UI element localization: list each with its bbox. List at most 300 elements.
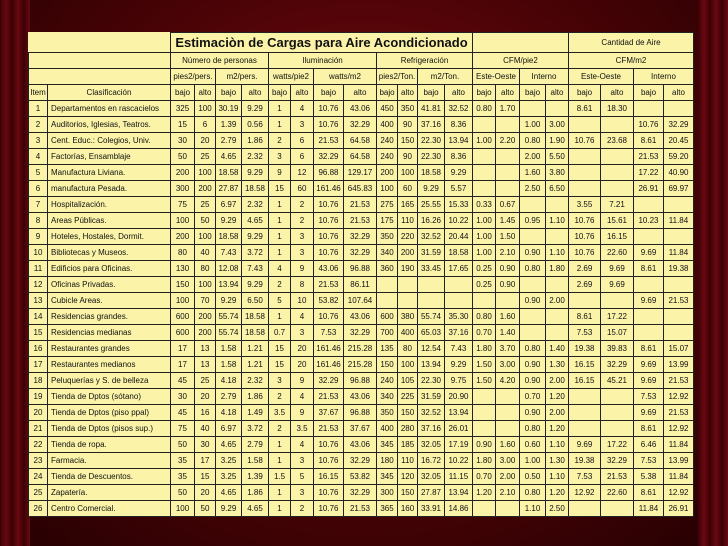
table-cell: 100: [195, 277, 216, 293]
row-clasificacion: Cubicle Areas.: [48, 293, 171, 309]
table-cell: 700: [377, 325, 398, 341]
table-cell: [664, 229, 694, 245]
table-cell: 240: [377, 149, 398, 165]
table-row: [29, 421, 694, 437]
table-cell: [445, 293, 473, 309]
row-clasificacion: Tienda de Descuentos.: [48, 469, 171, 485]
table-cell: 90: [398, 149, 418, 165]
table-cell: 4: [291, 389, 314, 405]
table-cell: 7.43: [445, 341, 473, 357]
table-cell: 1.80: [473, 453, 496, 469]
table-cell: [546, 277, 569, 293]
table-cell: 4.18: [216, 373, 242, 389]
table-cell: 100: [398, 165, 418, 181]
table-cell: 2.32: [242, 149, 269, 165]
table-cell: 32.29: [344, 229, 377, 245]
sub-pies2-ton: pies2/Ton.: [377, 69, 418, 85]
table-cell: 43.06: [344, 309, 377, 325]
table-cell: 80: [171, 245, 195, 261]
table-cell: 7.43: [242, 261, 269, 277]
table-cell: 0.25: [473, 277, 496, 293]
table-cell: 1.00: [520, 453, 546, 469]
table-cell: 9.69: [634, 405, 664, 421]
table-cell: 13.94: [445, 133, 473, 149]
row-item: 6: [29, 181, 48, 197]
table-cell: 53.82: [314, 293, 344, 309]
table-cell: 3: [269, 373, 291, 389]
table-cell: [473, 165, 496, 181]
table-cell: 31.59: [418, 245, 445, 261]
cooling-load-table: [28, 32, 694, 517]
row-item: 1: [29, 101, 48, 117]
table-cell: 100: [171, 501, 195, 517]
group-header-row: [29, 53, 694, 69]
sub-este-oeste-1: Este-Oeste: [473, 69, 520, 85]
table-cell: 32.29: [344, 453, 377, 469]
table-cell: 11.84: [664, 469, 694, 485]
table-row: [29, 437, 694, 453]
table-cell: 18.58: [216, 229, 242, 245]
page-title: Estimaciòn de Cargas para Aire Acondicionado: [171, 33, 473, 53]
table-cell: 13.99: [664, 453, 694, 469]
table-cell: 190: [398, 261, 418, 277]
table-cell: 4.65: [216, 149, 242, 165]
table-cell: 10.76: [314, 501, 344, 517]
row-item: 14: [29, 309, 48, 325]
col-alto: alto: [242, 85, 269, 101]
table-cell: 55.74: [216, 325, 242, 341]
row-item: 10: [29, 245, 48, 261]
table-cell: 0.90: [496, 261, 520, 277]
table-cell: 20: [291, 357, 314, 373]
table-cell: 26.91: [634, 181, 664, 197]
table-cell: [569, 149, 601, 165]
table-cell: 2.79: [216, 133, 242, 149]
sub-este-oeste-2: Este-Oeste: [569, 69, 634, 85]
table-cell: 1.10: [520, 501, 546, 517]
table-cell: 5: [269, 293, 291, 309]
table-cell: 11.84: [664, 245, 694, 261]
table-cell: 96.88: [344, 405, 377, 421]
table-cell: 75: [171, 421, 195, 437]
table-cell: 1.5: [269, 469, 291, 485]
table-cell: 3: [291, 325, 314, 341]
col-bajo: bajo: [569, 85, 601, 101]
table-cell: 6: [291, 133, 314, 149]
table-cell: 1.10: [546, 245, 569, 261]
table-cell: 18.58: [242, 309, 269, 325]
table-cell: 19.38: [664, 261, 694, 277]
table-cell: 21.53: [664, 373, 694, 389]
table-cell: 4: [291, 101, 314, 117]
table-cell: 27.87: [418, 485, 445, 501]
table-cell: 215.28: [344, 357, 377, 373]
table-cell: 18.58: [445, 245, 473, 261]
table-cell: 1.10: [546, 437, 569, 453]
row-item: 20: [29, 405, 48, 421]
row-clasificacion: Cent. Educ.: Colegios, Univ.: [48, 133, 171, 149]
table-cell: [496, 405, 520, 421]
table-cell: 120: [398, 469, 418, 485]
table-cell: [569, 389, 601, 405]
table-cell: 10.76: [314, 309, 344, 325]
row-clasificacion: Hospitalización.: [48, 197, 171, 213]
table-cell: 450: [377, 101, 398, 117]
table-cell: 0.33: [473, 197, 496, 213]
table-cell: 10.76: [569, 133, 601, 149]
row-clasificacion: Tienda de Dptos (pisos sup.): [48, 421, 171, 437]
table-cell: 8: [291, 277, 314, 293]
table-cell: 0.80: [473, 101, 496, 117]
table-cell: 3.00: [496, 357, 520, 373]
table-cell: 32.29: [344, 485, 377, 501]
row-clasificacion: Restaurantes medianos: [48, 357, 171, 373]
table-cell: [664, 309, 694, 325]
table-cell: 64.58: [344, 149, 377, 165]
table-cell: 17.65: [445, 261, 473, 277]
table-cell: [496, 181, 520, 197]
table-cell: 2.69: [569, 261, 601, 277]
col-alto: alto: [291, 85, 314, 101]
table-cell: 0.70: [520, 389, 546, 405]
table-cell: [601, 165, 634, 181]
sub-m2-pers: m2/pers.: [216, 69, 269, 85]
table-cell: 3.5: [269, 405, 291, 421]
table-cell: [634, 309, 664, 325]
table-row: [29, 261, 694, 277]
table-row: [29, 293, 694, 309]
table-cell: 3.25: [216, 453, 242, 469]
table-cell: 9.29: [242, 101, 269, 117]
table-cell: [496, 117, 520, 133]
table-cell: 1.40: [496, 325, 520, 341]
table-row: [29, 197, 694, 213]
table-cell: 16.26: [418, 213, 445, 229]
table-cell: [473, 421, 496, 437]
row-clasificacion: manufactura Pesada.: [48, 181, 171, 197]
table-cell: 8.61: [634, 341, 664, 357]
table-cell: 40: [195, 245, 216, 261]
table-cell: 215.28: [344, 341, 377, 357]
row-clasificacion: Tienda de Dptos (piso ppal): [48, 405, 171, 421]
table-cell: [569, 165, 601, 181]
table-cell: 600: [377, 309, 398, 325]
table-cell: 35.30: [445, 309, 473, 325]
table-cell: 30: [195, 437, 216, 453]
table-cell: 7.53: [569, 469, 601, 485]
table-cell: 1.58: [216, 341, 242, 357]
table-cell: [473, 293, 496, 309]
col-alto: alto: [445, 85, 473, 101]
table-cell: 0.80: [473, 309, 496, 325]
table-cell: 365: [377, 501, 398, 517]
table-cell: 12.92: [664, 485, 694, 501]
table-row: [29, 149, 694, 165]
table-cell: 4.18: [216, 405, 242, 421]
table-cell: 43.06: [314, 261, 344, 277]
row-clasificacion: Areas Públicas.: [48, 213, 171, 229]
table-cell: 9.75: [445, 373, 473, 389]
table-cell: 50: [171, 149, 195, 165]
table-cell: 200: [195, 181, 216, 197]
table-cell: 32.29: [344, 117, 377, 133]
table-cell: 150: [171, 277, 195, 293]
table-cell: 60: [398, 181, 418, 197]
table-cell: 20: [195, 389, 216, 405]
table-cell: 37.16: [418, 421, 445, 437]
table-cell: 16.15: [314, 469, 344, 485]
table-cell: 11.84: [664, 213, 694, 229]
table-cell: [473, 117, 496, 133]
table-cell: 1: [269, 309, 291, 325]
table-cell: 32.29: [314, 149, 344, 165]
table-cell: [496, 293, 520, 309]
table-cell: 1.60: [496, 309, 520, 325]
table-cell: 37.16: [445, 325, 473, 341]
table-cell: 5.38: [634, 469, 664, 485]
table-cell: 10.76: [314, 453, 344, 469]
table-row: [29, 501, 694, 517]
row-item: 15: [29, 325, 48, 341]
table-cell: 7.21: [601, 197, 634, 213]
table-cell: 9.69: [569, 437, 601, 453]
table-cell: 15: [171, 117, 195, 133]
table-cell: 13.99: [664, 357, 694, 373]
table-cell: 180: [377, 453, 398, 469]
table-cell: 9.69: [634, 245, 664, 261]
table-cell: 100: [195, 101, 216, 117]
table-cell: 100: [171, 293, 195, 309]
table-cell: [634, 197, 664, 213]
table-cell: 10.76: [314, 245, 344, 261]
col-alto: alto: [546, 85, 569, 101]
table-cell: 27.87: [216, 181, 242, 197]
table-cell: 185: [398, 437, 418, 453]
table-cell: 9.29: [242, 165, 269, 181]
table-cell: 9.29: [216, 293, 242, 309]
table-cell: 37.67: [314, 405, 344, 421]
table-cell: 1.45: [496, 213, 520, 229]
table-cell: [496, 421, 520, 437]
table-cell: 17.22: [601, 309, 634, 325]
table-cell: 300: [171, 181, 195, 197]
table-cell: 1: [269, 485, 291, 501]
table-cell: 21.53: [314, 421, 344, 437]
table-cell: 18.58: [242, 181, 269, 197]
table-cell: 3: [291, 229, 314, 245]
table-cell: 2.00: [520, 149, 546, 165]
table-cell: 33.91: [418, 501, 445, 517]
table-cell: 20.45: [664, 133, 694, 149]
table-cell: 240: [377, 373, 398, 389]
table-cell: 18.58: [418, 165, 445, 181]
table-cell: 400: [377, 117, 398, 133]
table-cell: 37.67: [344, 421, 377, 437]
table-cell: 32.52: [418, 229, 445, 245]
sub-pies2-pers: pies2/pers.: [171, 69, 216, 85]
table-cell: 165: [398, 197, 418, 213]
table-cell: 7.53: [634, 453, 664, 469]
table-cell: 130: [171, 261, 195, 277]
table-cell: 12.92: [569, 485, 601, 501]
col-bajo: bajo: [314, 85, 344, 101]
table-cell: 70: [195, 293, 216, 309]
table-cell: 220: [398, 229, 418, 245]
table-cell: 86.11: [344, 277, 377, 293]
table-cell: 1.00: [473, 213, 496, 229]
col-alto: alto: [398, 85, 418, 101]
table-cell: 15: [269, 341, 291, 357]
table-cell: 1.10: [546, 213, 569, 229]
table-cell: 21.53: [601, 469, 634, 485]
col-bajo: bajo: [171, 85, 195, 101]
table-cell: 10.23: [634, 213, 664, 229]
table-cell: 1.00: [473, 245, 496, 261]
table-cell: [601, 293, 634, 309]
table-cell: [664, 325, 694, 341]
row-clasificacion: Auditorios, Iglesias, Teatros.: [48, 117, 171, 133]
table-cell: [496, 389, 520, 405]
table-cell: 1.58: [242, 453, 269, 469]
table-cell: 0.95: [520, 213, 546, 229]
group-refrigeracion: Refrigeración: [377, 53, 473, 69]
table-cell: [546, 325, 569, 341]
table-cell: [496, 501, 520, 517]
table-cell: 600: [171, 325, 195, 341]
table-cell: 3.80: [546, 165, 569, 181]
table-cell: 2: [291, 213, 314, 229]
table-cell: 2: [269, 133, 291, 149]
col-clasificacion: Clasificación: [48, 85, 171, 101]
col-alto: alto: [664, 85, 694, 101]
table-row: [29, 117, 694, 133]
table-cell: 200: [195, 325, 216, 341]
table-row: [29, 229, 694, 245]
table-cell: 350: [377, 405, 398, 421]
row-clasificacion: Edificios para Oficinas.: [48, 261, 171, 277]
table-cell: 1.86: [242, 485, 269, 501]
table-cell: 9.69: [601, 277, 634, 293]
table-cell: 350: [398, 101, 418, 117]
table-cell: [445, 277, 473, 293]
table-cell: 1.49: [242, 405, 269, 421]
table-cell: 200: [195, 309, 216, 325]
table-cell: 2: [291, 501, 314, 517]
table-cell: 55.74: [216, 309, 242, 325]
row-item: 19: [29, 389, 48, 405]
table-cell: 15: [269, 357, 291, 373]
table-cell: 2.32: [242, 373, 269, 389]
table-cell: 1.10: [546, 469, 569, 485]
table-cell: [546, 229, 569, 245]
table-cell: 0.90: [473, 437, 496, 453]
group-cfm-pie2: CFM/pie2: [473, 53, 569, 69]
table-cell: 3.70: [496, 341, 520, 357]
table-cell: 6: [291, 149, 314, 165]
row-clasificacion: Residencias grandes.: [48, 309, 171, 325]
table-cell: 1.86: [242, 133, 269, 149]
col-bajo: bajo: [269, 85, 291, 101]
table-cell: 2.79: [242, 437, 269, 453]
table-cell: 105: [398, 373, 418, 389]
table-cell: 32.29: [344, 325, 377, 341]
table-cell: 1.39: [216, 117, 242, 133]
table-cell: 10.76: [569, 245, 601, 261]
table-cell: 135: [377, 341, 398, 357]
table-cell: 16.15: [569, 373, 601, 389]
table-cell: 11.15: [445, 469, 473, 485]
title-row: [29, 33, 694, 53]
table-cell: 26.91: [664, 501, 694, 517]
table-cell: 6.50: [242, 293, 269, 309]
table-cell: 4: [291, 437, 314, 453]
table-cell: 0.90: [520, 357, 546, 373]
table-cell: 100: [171, 213, 195, 229]
table-row: [29, 453, 694, 469]
table-cell: 4.65: [216, 485, 242, 501]
table-cell: 1.30: [546, 453, 569, 469]
table-row: [29, 405, 694, 421]
table-cell: 21.53: [314, 277, 344, 293]
table-cell: 1.90: [546, 133, 569, 149]
sub-watts-m2: watts/m2: [314, 69, 377, 85]
table-cell: 20: [195, 485, 216, 501]
table-cell: 1: [269, 213, 291, 229]
table-cell: 0.80: [520, 261, 546, 277]
table-cell: 6.97: [216, 197, 242, 213]
table-cell: 4.65: [242, 213, 269, 229]
sub-interno-1: Interno: [520, 69, 569, 85]
table-cell: 1.50: [473, 373, 496, 389]
table-cell: 9.29: [445, 165, 473, 181]
table-cell: [601, 181, 634, 197]
table-cell: 31.59: [418, 389, 445, 405]
table-cell: [398, 293, 418, 309]
table-cell: 645.83: [344, 181, 377, 197]
table-cell: 32.05: [418, 469, 445, 485]
table-cell: 100: [195, 229, 216, 245]
col-item: Item: [29, 85, 48, 101]
row-item: 11: [29, 261, 48, 277]
table-cell: 45: [171, 405, 195, 421]
table-cell: 0.25: [473, 261, 496, 277]
table-cell: 2.00: [546, 293, 569, 309]
row-clasificacion: Bibliotecas y Museos.: [48, 245, 171, 261]
table-cell: 32.29: [601, 357, 634, 373]
table-cell: 6.97: [216, 421, 242, 437]
table-cell: 50: [195, 501, 216, 517]
table-cell: 1: [269, 229, 291, 245]
table-cell: 13.94: [418, 357, 445, 373]
table-row: [29, 325, 694, 341]
table-row: [29, 389, 694, 405]
table-cell: [418, 277, 445, 293]
table-cell: 150: [398, 485, 418, 501]
table-cell: 9: [291, 373, 314, 389]
table-cell: 43.06: [344, 389, 377, 405]
table-cell: 7.53: [569, 325, 601, 341]
table-cell: 10.76: [314, 213, 344, 229]
row-clasificacion: Restaurantes grandes: [48, 341, 171, 357]
table-row: [29, 101, 694, 117]
row-item: 9: [29, 229, 48, 245]
col-bajo: bajo: [418, 85, 445, 101]
table-cell: 8.61: [634, 133, 664, 149]
row-item: 8: [29, 213, 48, 229]
row-item: 16: [29, 341, 48, 357]
table-cell: 90: [398, 117, 418, 133]
table-cell: 59.20: [664, 149, 694, 165]
